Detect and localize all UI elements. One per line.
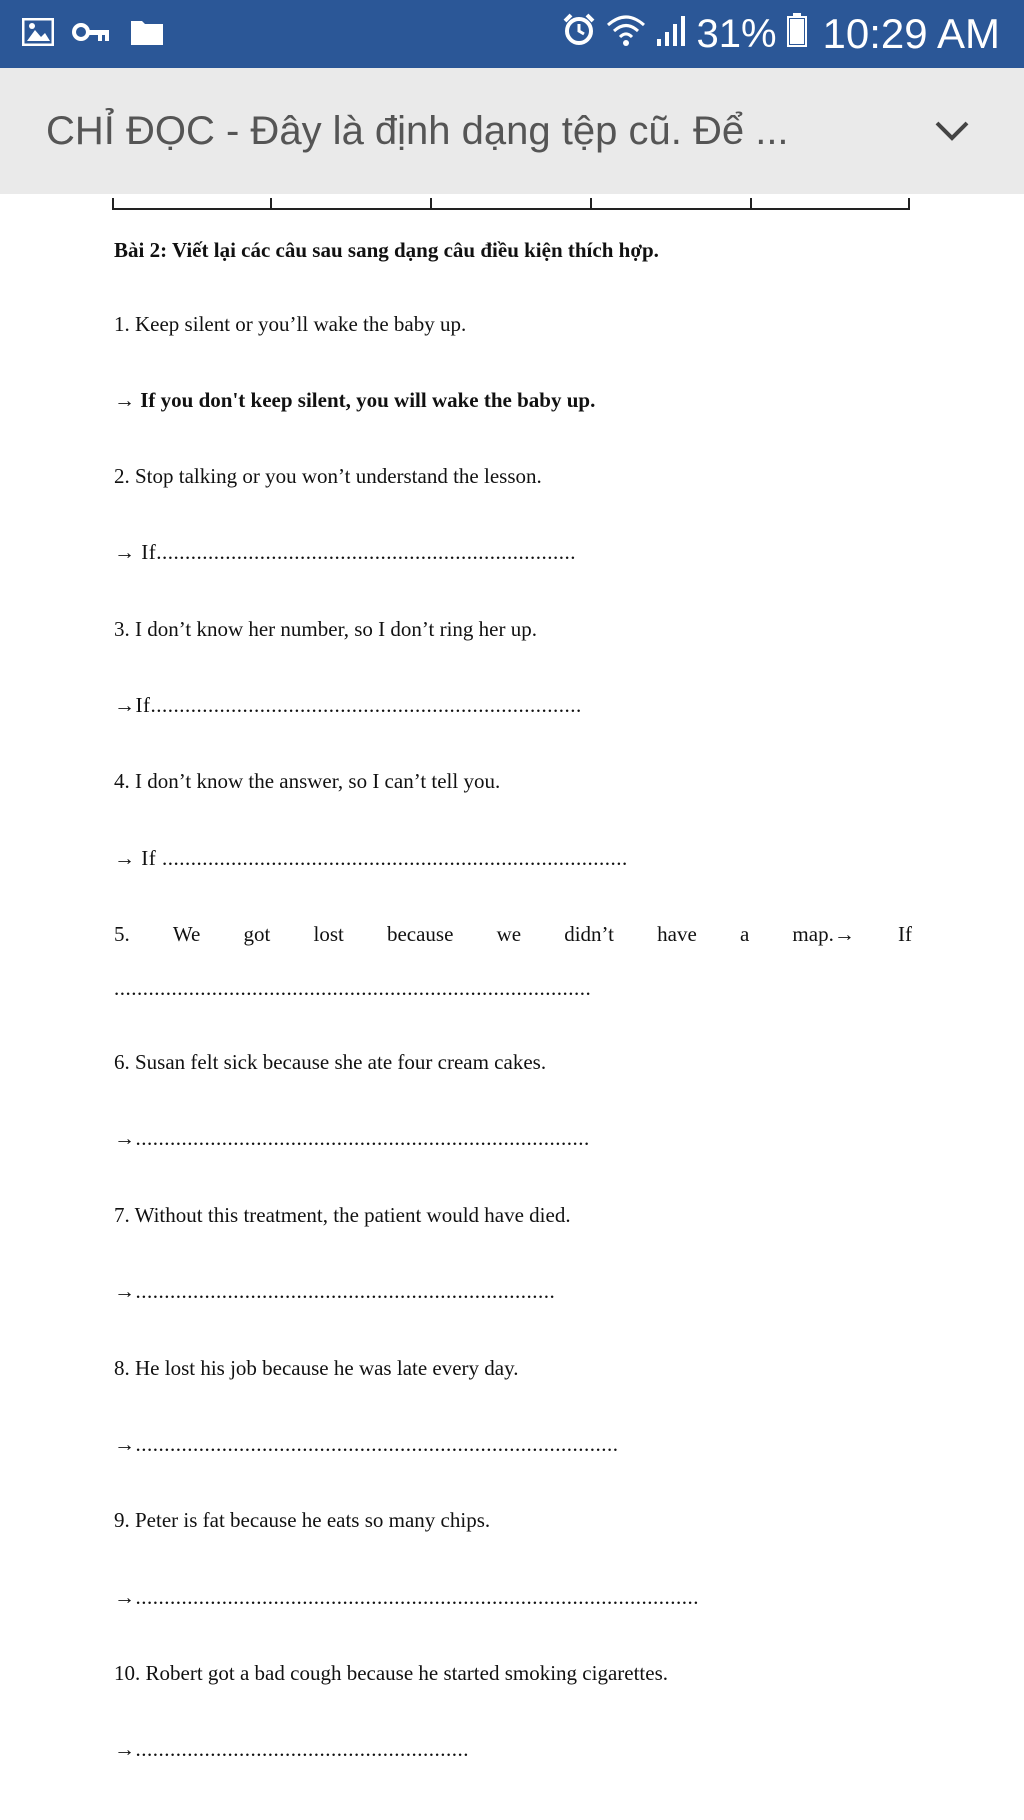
answer-5: ................................................................................... — [114, 976, 592, 1000]
exercise-heading: Bài 2: Viết lại các câu sau sang dạng câu điều kiện thích hợp. — [114, 238, 659, 262]
question-2: 2. Stop talking or you won’t understand the lesson. — [114, 464, 542, 488]
answer-7: →......................................................................... — [114, 1279, 556, 1303]
question-1: 1. Keep silent or you’ll wake the baby up. — [114, 312, 467, 336]
question-7: 7. Without this treatment, the patient would have died. — [114, 1203, 571, 1227]
wifi-icon — [606, 12, 646, 57]
folder-icon — [130, 18, 164, 51]
answer-1: → If you don't keep silent, you will wake the baby up. — [114, 388, 596, 412]
answer-9: →.................................................................................................. — [114, 1585, 699, 1609]
answer-10: →.......................................................... — [114, 1737, 469, 1761]
answer-2: → If......................................................................... — [114, 540, 576, 564]
question-10: 10. Robert got a bad cough because he started smoking cigarettes. — [114, 1661, 668, 1685]
read-only-banner[interactable] — [0, 68, 1024, 195]
question-4: 4. I don’t know the answer, so I can’t tell you. — [114, 769, 501, 793]
answer-3: →If........................................................................... — [114, 693, 582, 717]
answer-4: → If ................................................................................. — [114, 846, 628, 870]
alarm-icon — [562, 12, 596, 57]
battery-percent: 31% — [696, 11, 777, 56]
banner-title: CHỈ ĐỌC - Đây là định dạng tệp cũ. Để ... — [46, 108, 789, 153]
answer-6: →............................................................................... — [114, 1126, 590, 1150]
question-8: 8. He lost his job because he was late every day. — [114, 1356, 519, 1380]
question-6: 6. Susan felt sick because she ate four cream cakes. — [114, 1050, 547, 1074]
battery-icon — [787, 12, 807, 57]
table-border — [112, 198, 910, 210]
document-page[interactable] — [0, 194, 1024, 1820]
gallery-icon — [22, 18, 54, 51]
key-icon — [72, 21, 112, 48]
answer-8: →.................................................................................... — [114, 1432, 619, 1456]
status-bar — [0, 0, 1024, 68]
chevron-down-icon[interactable] — [922, 101, 982, 161]
question-3: 3. I don’t know her number, so I don’t ring her up. — [114, 617, 537, 641]
question-9: 9. Peter is fat because he eats so many chips. — [114, 1508, 491, 1532]
clock-time: 10:29 AM — [822, 10, 1000, 57]
signal-icon — [656, 12, 686, 57]
question-5: 5. We got lost because we didn’t have a map.→ If — [114, 922, 912, 946]
